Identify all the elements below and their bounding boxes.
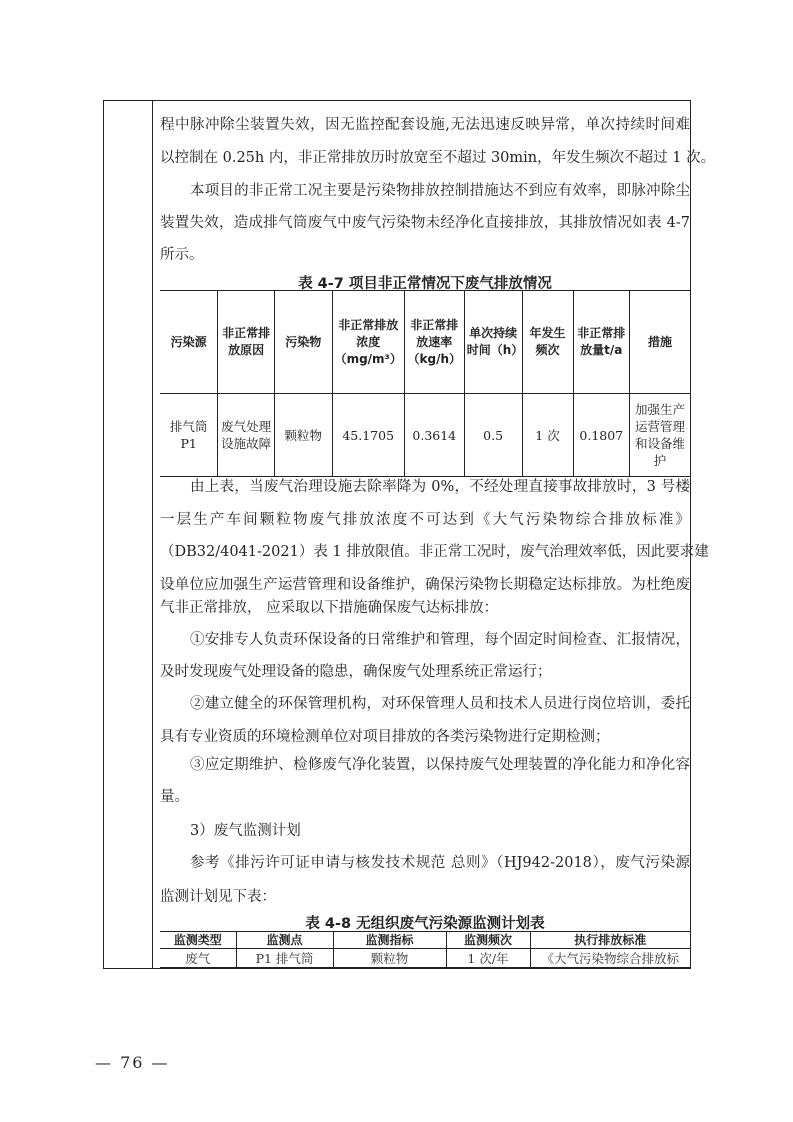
table-caption: 表 4-7 项目非正常情况下废气排放情况 [298, 276, 552, 292]
section-heading: 3）废气监测计划 [190, 823, 301, 839]
text-line: 程中脉冲除尘装置失效，因无监控配套设施,无法迅速反映异常，单次持续时间难 [160, 117, 690, 133]
cell: 0.3614 [404, 394, 464, 477]
text-line: ①安排专人负责环保设备的日常维护和管理，每个固定时间检查、汇报情况， [190, 632, 690, 648]
text-line: 参考《排污许可证申请与核发技术规范 总则》（HJ942-2018），废气污染源 [190, 855, 690, 871]
table-caption: 表 4-8 无组织废气污染源监测计划表 [305, 916, 545, 932]
cell: 废气处理设施故障 [218, 394, 275, 477]
cell: 1 次/年 [446, 949, 530, 968]
cell: 加强生产运营管理和设备维护 [630, 394, 690, 477]
header-cell: 非正常排放速率（kg/h） [404, 291, 464, 394]
cell: 颗粒物 [333, 949, 446, 968]
text-line: 气非正常排放， 应采取以下措施确保废气达标排放： [160, 600, 499, 616]
text-line: 监测计划见下表： [160, 889, 276, 905]
header-cell: 监测类型 [160, 932, 236, 949]
text-line: 及时发现废气处理设备的隐患，确保废气处理系统正常运行； [160, 664, 552, 680]
header-cell: 监测点 [236, 932, 333, 949]
text-line: 本项目的非正常工况主要是污染物排放控制措施达不到应有效率，即脉冲除尘 [190, 183, 690, 199]
text-line: 所示。 [160, 247, 204, 263]
cell: P1 排气筒 [236, 949, 333, 968]
header-cell: 非正常排放原因 [218, 291, 275, 394]
cell: 0.5 [464, 394, 522, 477]
text-line: 装置失效，造成排气筒废气中废气污染物未经净化直接排放，其排放情况如表 4-7 [160, 215, 690, 231]
text-line: 量。 [160, 789, 189, 805]
cell: 颗粒物 [274, 394, 332, 477]
monitoring-plan-table [160, 931, 690, 968]
text-line: ②建立健全的环保管理机构，对环保管理人员和技术人员进行岗位培训，委托 [190, 696, 690, 712]
page-number: — 76 — [95, 1053, 170, 1072]
cell: 45.1705 [332, 394, 404, 477]
header-cell: 非正常排放浓度（mg/m³） [332, 291, 404, 394]
text-line: 设单位应加强生产运营管理和设备维护，确保污染物长期稳定达标排放。为杜绝废 [160, 577, 690, 593]
header-cell: 污染源 [160, 291, 218, 394]
header-cell: 单次持续时间（h） [464, 291, 522, 394]
header-cell: 非正常排放量t/a [573, 291, 630, 394]
text-line: 具有专业资质的环境检测单位对项目排放的各类污染物进行定期检测； [160, 729, 610, 745]
text-line: 以控制在 0.25h 内，非正常排放历时放宽至不超过 30min，年发生频次不超过 1 次。 [160, 150, 716, 166]
text-line: （DB32/4041-2021）表 1 排放限值。非正常工况时，废气治理效率低，因此要求建 [160, 544, 709, 560]
header-cell: 监测指标 [333, 932, 446, 949]
cell: 1 次 [522, 394, 573, 477]
cell: 排气筒P1 [160, 394, 218, 477]
cell: 《大气污染物综合排放标 [530, 949, 690, 968]
text-line: 一层生产车间颗粒物废气排放浓度不可达到《大气污染物综合排放标准》 [160, 512, 690, 528]
table-row [160, 949, 690, 968]
frame-divider [152, 100, 153, 969]
text-line: 由上表，当废气治理设施去除率降为 0%，不经处理直接事故排放时，3 号楼 [190, 479, 690, 495]
cell: 废气 [160, 949, 236, 968]
header-cell: 监测频次 [446, 932, 530, 949]
header-cell: 执行排放标准 [530, 932, 690, 949]
table-row [160, 394, 690, 477]
header-cell: 年发生频次 [522, 291, 573, 394]
abnormal-emission-table [160, 290, 690, 477]
cell: 0.1807 [573, 394, 630, 477]
header-cell: 污染物 [274, 291, 332, 394]
text-line: ③应定期维护、检修废气净化装置，以保持废气处理装置的净化能力和净化容 [190, 757, 690, 773]
header-cell: 措施 [630, 291, 690, 394]
